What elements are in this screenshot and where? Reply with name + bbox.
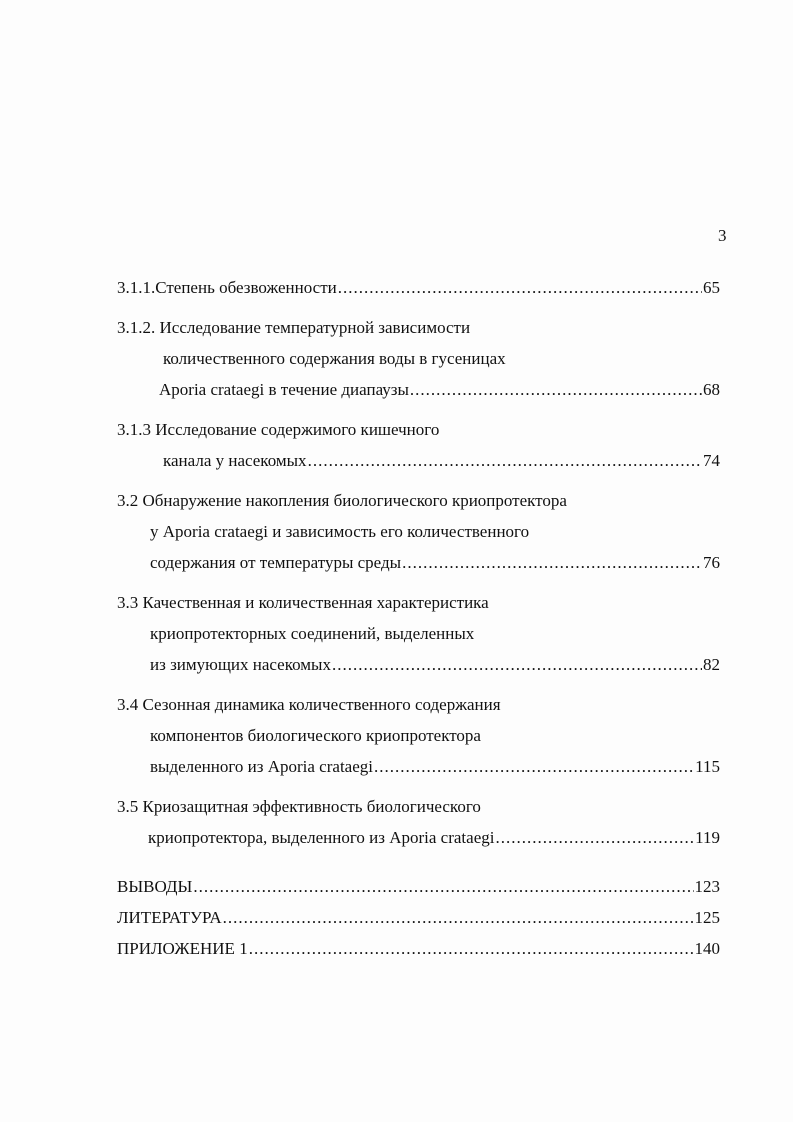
toc-entry-3-1-1[interactable] — [117, 272, 720, 303]
toc-entry-3-1-2[interactable] — [117, 312, 720, 405]
toc-page-number: 76 — [703, 553, 720, 572]
page-number: 3 — [718, 226, 727, 245]
table-of-contents — [117, 272, 720, 964]
toc-leader-dots — [338, 272, 702, 303]
toc-page-number: 125 — [694, 908, 720, 927]
toc-page-number: 123 — [694, 877, 720, 896]
toc-entry-title: 3.3 Качественная и количественная характеристика — [117, 593, 489, 612]
toc-entry-title-cont: криопротекторных соединений, выделенных — [150, 624, 475, 643]
toc-entry-title-cont: криопротектора, выделенного из Aporia crataegi — [148, 828, 495, 847]
toc-entry-3-3[interactable] — [117, 587, 720, 680]
toc-page-number: 82 — [703, 655, 720, 674]
toc-line — [117, 618, 720, 649]
toc-line — [117, 689, 720, 720]
toc-leader-dots — [308, 445, 702, 476]
toc-entry-title-cont: у Aporia crataegi и зависимость его количественного — [150, 522, 530, 541]
toc-entry-3-2[interactable] — [117, 485, 720, 578]
toc-line — [117, 902, 720, 933]
toc-entry-appendix-1[interactable] — [117, 933, 720, 964]
toc-line — [117, 414, 720, 445]
toc-entry-title-cont: Aporia crataegi в течение диапаузы — [159, 380, 409, 399]
toc-entry-title-cont: содержания от температуры среды — [150, 553, 402, 572]
toc-line — [117, 791, 720, 822]
toc-entry-title-cont: количественного содержания воды в гусеницах — [163, 349, 506, 368]
toc-entry-conclusions[interactable] — [117, 871, 720, 902]
toc-entry-3-5[interactable] — [117, 791, 720, 853]
toc-page-number: 140 — [694, 939, 720, 958]
toc-line — [117, 312, 720, 343]
toc-entry-title-cont: из зимующих насекомых — [150, 655, 331, 674]
toc-entry-title: 3.4 Сезонная динамика количественного содержания — [117, 695, 501, 714]
toc-line — [117, 343, 720, 374]
toc-line — [117, 720, 720, 751]
toc-page-number: 119 — [695, 828, 720, 847]
toc-line — [117, 822, 720, 853]
toc-line — [117, 374, 720, 405]
toc-line — [117, 547, 720, 578]
toc-page-number: 65 — [703, 278, 720, 297]
toc-line — [117, 445, 720, 476]
toc-line — [117, 649, 720, 680]
toc-leader-dots — [495, 822, 694, 853]
toc-line — [117, 871, 720, 902]
toc-entry-title-cont: компонентов биологического криопротектора — [150, 726, 481, 745]
toc-leader-dots — [249, 933, 694, 964]
toc-entry-title: 3.1.2. Исследование температурной зависимости — [117, 318, 471, 337]
toc-entry-literature[interactable] — [117, 902, 720, 933]
toc-entry-title: 3.1.3 Исследование содержимого кишечного — [117, 420, 440, 439]
toc-entry-title-cont: выделенного из Aporia crataegi — [150, 757, 373, 776]
toc-line — [117, 587, 720, 618]
toc-line — [117, 751, 720, 782]
toc-entry-3-1-3[interactable] — [117, 414, 720, 476]
toc-line — [117, 516, 720, 547]
toc-entry-title: 3.5 Криозащитная эффективность биологического — [117, 797, 481, 816]
toc-line — [117, 933, 720, 964]
toc-leader-dots — [402, 547, 702, 578]
toc-line — [117, 272, 720, 303]
toc-entry-title: ЛИТЕРАТУРА — [117, 908, 222, 927]
toc-entry-title: 3.2 Обнаружение накопления биологического криопротектора — [117, 491, 567, 510]
toc-leader-dots — [223, 902, 694, 933]
toc-leader-dots — [374, 751, 694, 782]
toc-leader-dots — [332, 649, 702, 680]
toc-page-number: 74 — [703, 451, 720, 470]
toc-entry-title: ВЫВОДЫ — [117, 877, 193, 896]
toc-entry-title-cont: канала у насекомых — [163, 451, 307, 470]
toc-page-number: 115 — [695, 757, 720, 776]
toc-entry-title: 3.1.1.Степень обезвоженности — [117, 278, 337, 297]
toc-entry-title: ПРИЛОЖЕНИЕ 1 — [117, 939, 248, 958]
toc-page-number: 68 — [703, 380, 720, 399]
toc-leader-dots — [193, 871, 693, 902]
toc-leader-dots — [410, 374, 702, 405]
toc-entry-3-4[interactable] — [117, 689, 720, 782]
toc-line — [117, 485, 720, 516]
